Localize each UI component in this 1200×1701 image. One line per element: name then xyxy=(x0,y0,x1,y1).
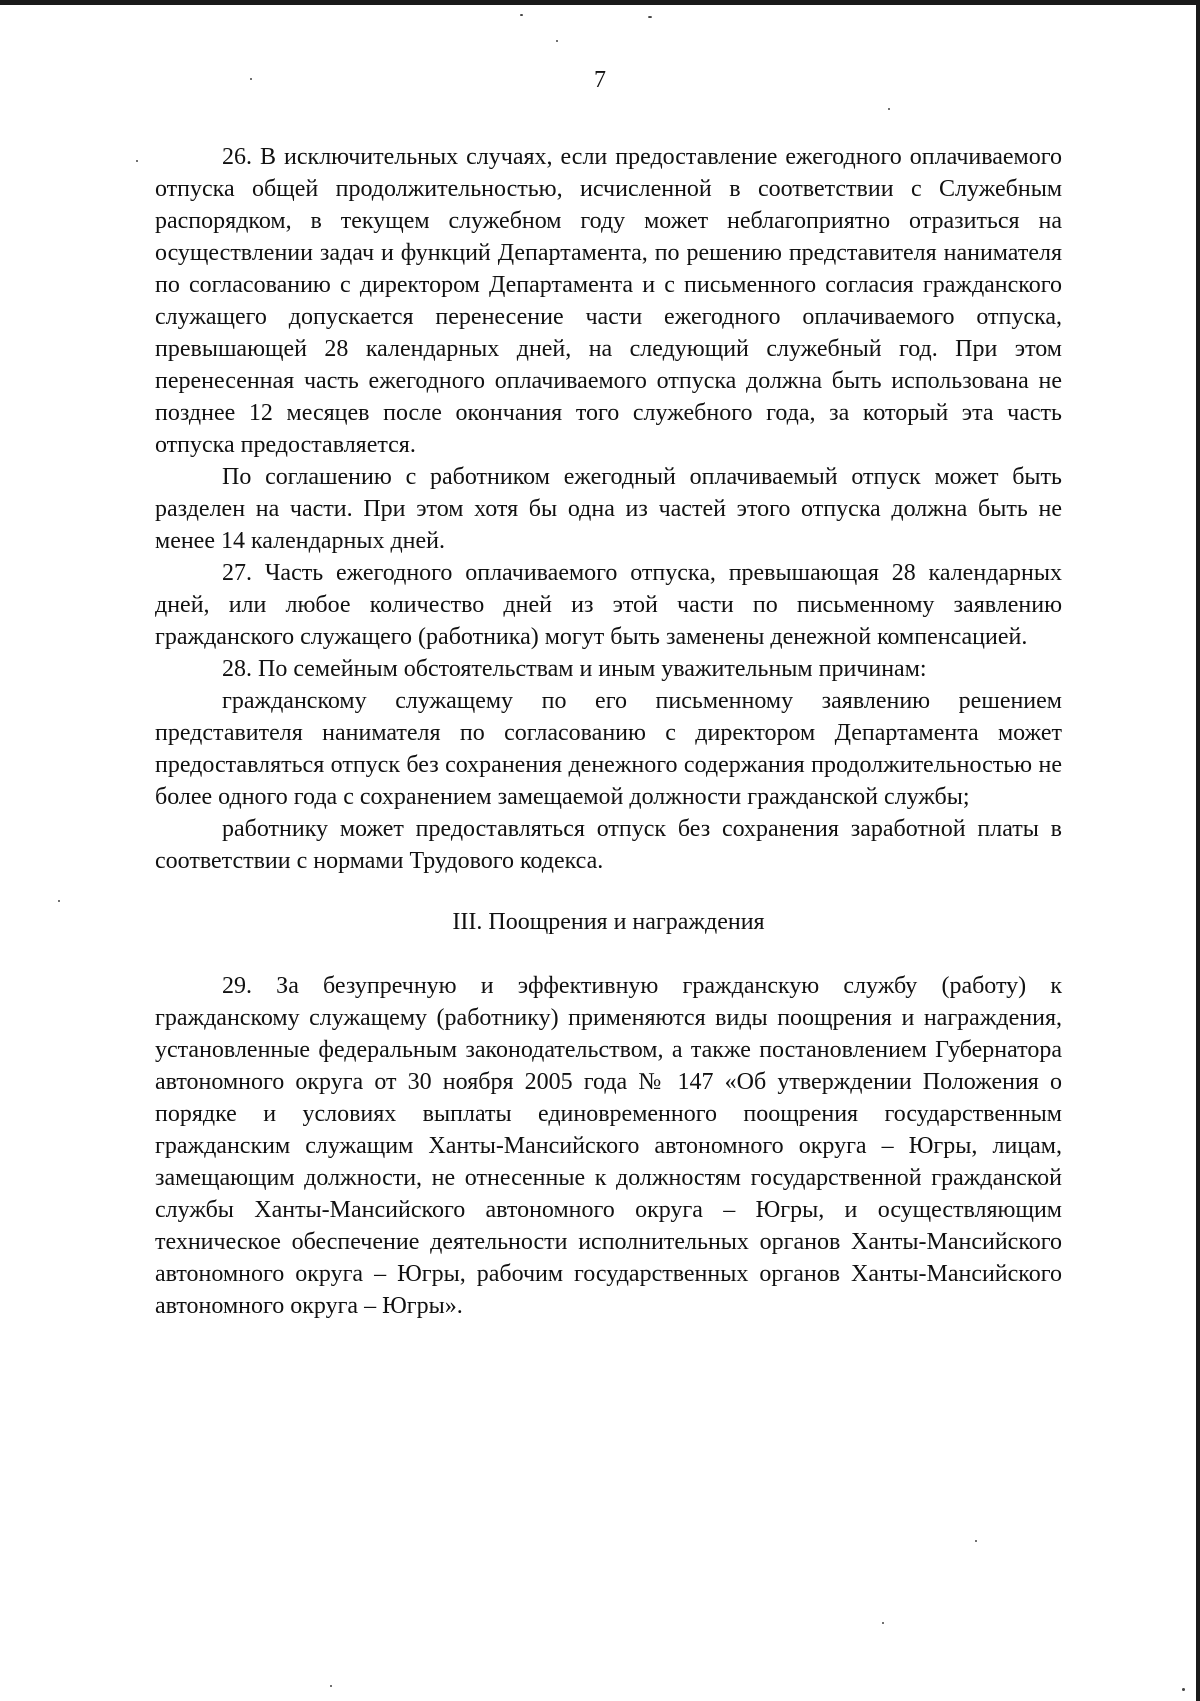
page-number: 7 xyxy=(594,67,606,93)
scan-speck xyxy=(882,1622,884,1624)
paragraph-26: 26. В исключительных случаях, если предоставление ежегодного оплачиваемого отпуска общей продолжительностью, исчисленной в соответствии с Служебным распорядком, в текущем служебном году может неблагоприятно отразиться на осуществлении задач и функций Департамента, по решению представителя нанимателя по согласованию с директором Департамента и с письменного согласия гражданского служащего допускается перенесение части ежегодного оплачиваемого отпуска, превышающей 28 календарных дней, на следующий служебный год. При этом перенесенная часть ежегодного оплачиваемого отпуска должна быть использована не позднее 12 месяцев после окончания того служебного года, за который эта часть отпуска предоставляется. xyxy=(155,144,1062,458)
document-body xyxy=(155,141,1062,1322)
scan-speck xyxy=(556,40,558,42)
scan-speck xyxy=(888,108,890,110)
scan-speck xyxy=(58,900,60,902)
paragraph-28-civil-servant: гражданскому служащему по его письменному заявлению решением представителя нанимателя по согласованию с директором Департамента может предоставляться отпуск без сохранения денежного содержания продолжительностью не более одного года с сохранением замещаемой должности гражданской службы; xyxy=(155,688,1062,810)
scan-speck xyxy=(250,78,252,80)
scan-speck xyxy=(1182,1688,1185,1691)
paragraph-26-vacation-split: По соглашению с работником ежегодный оплачиваемый отпуск может быть разделен на части. При этом хотя бы одна из частей этого отпуска должна быть не менее 14 календарных дней. xyxy=(155,464,1062,554)
section-heading: III. Поощрения и награждения xyxy=(452,909,765,935)
scan-speck xyxy=(975,1540,977,1542)
scan-speck xyxy=(330,1685,332,1687)
scan-border-top xyxy=(0,0,1200,5)
paragraph-28: 28. По семейным обстоятельствам и иным уважительным причинам: xyxy=(222,656,927,682)
paragraph-28-employee: работнику может предоставляться отпуск без сохранения заработной платы в соответствии с нормами Трудового кодекса. xyxy=(155,816,1062,874)
scan-speck xyxy=(136,160,138,162)
paragraph-27: 27. Часть ежегодного оплачиваемого отпуска, превышающая 28 календарных дней, или любое количество дней из этой части по письменному заявлению гражданского служащего (работника) могут быть заменены денежной компенсацией. xyxy=(155,560,1062,650)
scan-border-right xyxy=(1196,0,1200,1701)
scan-speck xyxy=(648,16,652,18)
scan-speck xyxy=(520,14,523,16)
paragraph-29: 29. За безупречную и эффективную гражданскую службу (работу) к гражданскому служащему (работнику) применяются виды поощрения и награждения, установленные федеральным законодательством, а также постановлением Губернатора автономного округа от 30 ноября 2005 года № 147 «Об утверждении Положения о порядке и условиях выплаты единовременного поощрения государственным гражданским служащим Ханты-Мансийского автономного округа – Югры, лицам, замещающим должности, не отнесенные к должностям государственной гражданской службы Ханты-Мансийского автономного округа – Югры, и осуществляющим техническое обеспечение деятельности исполнительных органов Ханты-Мансийского автономного округа – Югры, рабочим государственных органов Ханты-Мансийского автономного округа – Югры». xyxy=(155,973,1062,1319)
